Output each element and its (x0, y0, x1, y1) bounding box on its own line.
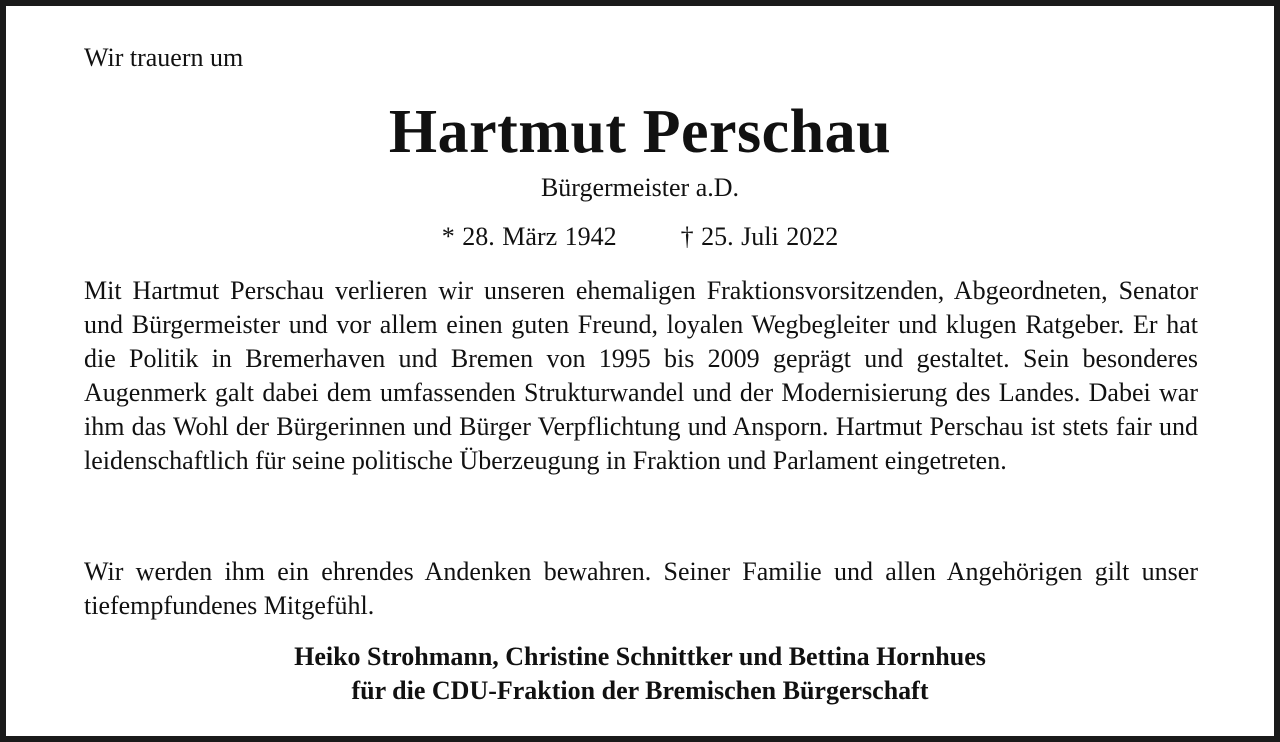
life-dates (6, 220, 1274, 254)
signatories-organization: für die CDU-Fraktion der Bremischen Bürgerschaft (351, 676, 929, 705)
death-date: † 25. Juli 2022 (680, 222, 839, 251)
birth-date: * 28. März 1942 (441, 222, 617, 251)
condolence-paragraph: Wir werden ihm ein ehrendes Andenken bewahren. Seiner Familie und allen Angehörigen gilt unser tiefempfundenes Mitgefühl. (84, 557, 1198, 620)
tribute-paragraph: Mit Hartmut Perschau verlieren wir unseren ehemaligen Fraktionsvorsitzenden, Abgeordneten, Senator und Bürgermeister und vor allem einen guten Freund, loyalen Wegbegleiter und klugen Ratgeber. Er hat die Politik in Bremerhaven und Bremen von 1995 bis 2009 geprägt und gestaltet. Sein besonderes Augenmerk galt dabei dem umfassenden Strukturwandel und der Modernisierung des Landes. Dabei war ihm das Wohl der Bürgerinnen und Bürger Verpflichtung und Ansporn. Hartmut Perschau ist stets fair und leidenschaftlich für seine politische Überzeugung in Fraktion und Parlament eingetreten. (84, 276, 1198, 475)
signatories-names: Heiko Strohmann, Christine Schnittker und Bettina Hornhues (294, 642, 986, 671)
deceased-title: Bürgermeister a.D. (540, 173, 740, 202)
intro-text: Wir trauern um (84, 43, 244, 72)
signatories (6, 640, 1274, 708)
deceased-name: Hartmut Perschau (388, 98, 892, 166)
